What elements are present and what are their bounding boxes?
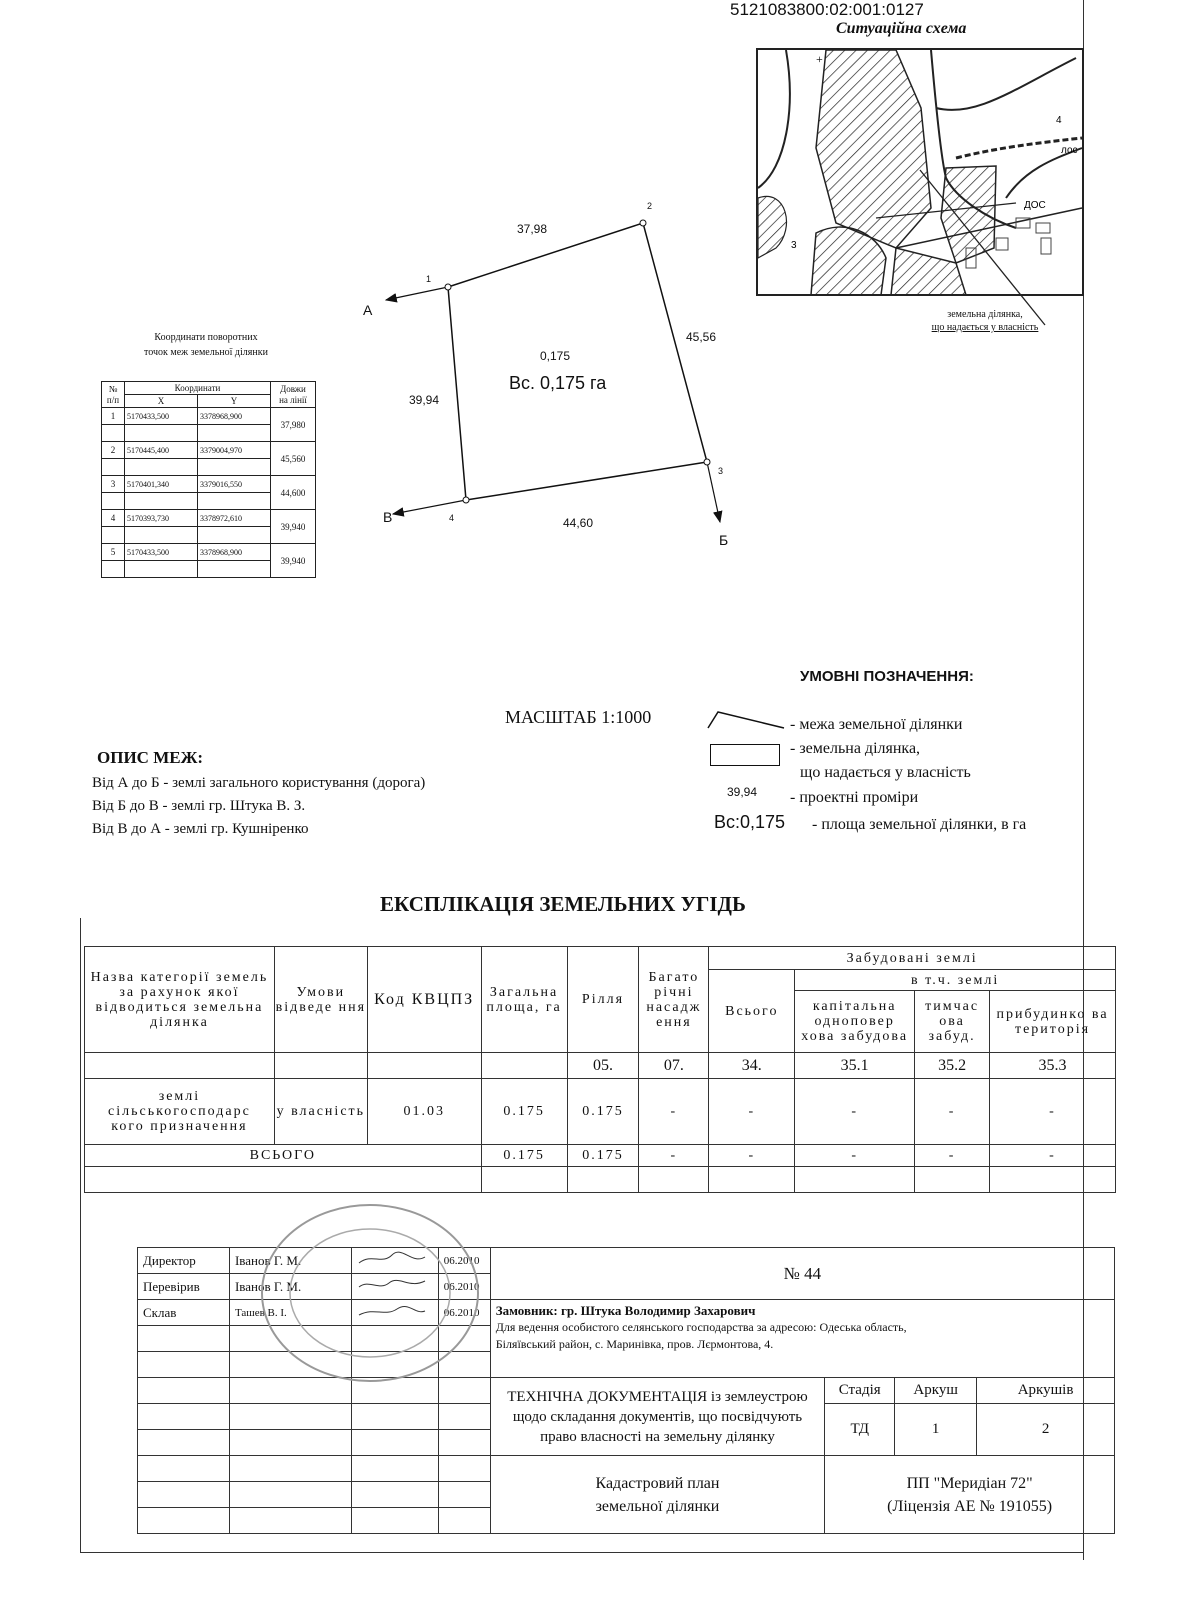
coord-len: 44,600 xyxy=(271,476,316,510)
expl-row-capital: - xyxy=(795,1079,915,1145)
border-line-v-a: Від В до А - землі гр. Кушніренко xyxy=(92,821,309,837)
legend-plot-line2: що надається у власність xyxy=(800,764,971,781)
expl-row-category: землі сільськогосподарс кого призначення xyxy=(85,1079,275,1145)
coord-row-y: 3378968,900 xyxy=(198,408,271,425)
stamp-number: № 44 xyxy=(490,1248,1114,1300)
border-line-a-b: Від А до Б - землі загального користування (дорога) xyxy=(92,775,426,791)
expl-code-35-2: 35.2 xyxy=(915,1053,990,1079)
legend-boundary: - межа земельної ділянки xyxy=(790,716,963,733)
coord-row-n: 3 xyxy=(102,476,125,493)
stamp-plan-line1: Кадастровий план xyxy=(595,1474,720,1492)
coord-len: 45,560 xyxy=(271,442,316,476)
expl-total-label: ВСЬОГО xyxy=(85,1145,482,1167)
expl-h-category: Назва категорії земель за рахунок якої відводиться земельна ділянка xyxy=(85,947,275,1053)
expl-row-code: 01.03 xyxy=(367,1079,481,1145)
legend-boundary-symbol xyxy=(706,708,786,732)
expl-h-total: Загальна площа, га xyxy=(481,947,567,1053)
expl-code-07: 07. xyxy=(639,1053,709,1079)
legend-measure: - проектні проміри xyxy=(790,789,919,806)
expl-total-perennial: - xyxy=(639,1145,709,1167)
expl-h-arable: Рілля xyxy=(567,947,639,1053)
stamp-name: Іванов Г. М. xyxy=(229,1248,351,1274)
expl-total-arable: 0.175 xyxy=(567,1145,639,1167)
stamp-organization xyxy=(825,1456,1115,1534)
coord-row-x: 5170401,340 xyxy=(125,476,198,493)
legend-measure-sample: 39,94 xyxy=(727,785,758,799)
plot-area-small: 0,175 xyxy=(540,349,571,363)
stamp-plan-title xyxy=(490,1456,825,1534)
stamp-date: 06.2010 xyxy=(438,1248,490,1274)
expl-row-conditions: у власність xyxy=(274,1079,367,1145)
stamp-doc-title: ТЕХНІЧНА ДОКУМЕНТАЦІЯ із землеустрою щодо складання документів, що посвідчують право власності на земельну ділянку xyxy=(490,1378,825,1456)
expl-total-yard: - xyxy=(990,1145,1116,1167)
stamp-role: Перевірив xyxy=(138,1274,230,1300)
expl-code-34: 34. xyxy=(709,1053,795,1079)
side-1-2: 37,98 xyxy=(517,222,548,236)
stamp-org-line1: ПП "Меридіан 72" xyxy=(906,1474,1033,1492)
situation-title: Ситуаційна схема xyxy=(836,20,967,37)
point-3-label: 3 xyxy=(718,466,724,476)
map-label-3: 3 xyxy=(791,240,797,251)
coord-row-n: 5 xyxy=(102,544,125,561)
stamp-org-line2: (Ліцензія АЕ № 191055) xyxy=(887,1497,1053,1515)
expl-row-total: 0.175 xyxy=(481,1079,567,1145)
map-label-4: 4 xyxy=(1056,115,1062,126)
expl-row-arable: 0.175 xyxy=(567,1079,639,1145)
explication-title: ЕКСПЛІКАЦІЯ ЗЕМЕЛЬНИХ УГІДЬ xyxy=(380,892,746,916)
expl-h-capital: капітальна одноповер хова забудова xyxy=(795,991,915,1053)
legend-area: - площа земельної ділянки, в га xyxy=(812,816,1027,833)
stamp-plan-line2: земельної ділянки xyxy=(595,1497,720,1515)
legend-plot-line1: - земельна ділянка, xyxy=(790,740,921,757)
stamp-role: Директор xyxy=(138,1248,230,1274)
stamp-stage: ТД xyxy=(825,1404,895,1456)
coord-row-x: 5170445,400 xyxy=(125,442,198,459)
expl-row-temporary: - xyxy=(915,1079,990,1145)
expl-row-perennial: - xyxy=(639,1079,709,1145)
coord-head-len: Довжи на лінії xyxy=(271,382,316,408)
coord-row-y: 3378968,900 xyxy=(198,544,271,561)
coord-len: 37,980 xyxy=(271,408,316,442)
frame-left-line xyxy=(80,918,81,1552)
expl-h-temporary: тимчас ова забуд. xyxy=(915,991,990,1053)
border-line-b-v: Від Б до В - землі гр. Штука В. З. xyxy=(92,798,306,814)
expl-h-conditions: Умови відведе ння xyxy=(274,947,367,1053)
table-row xyxy=(85,1079,1116,1145)
plot-boundary xyxy=(448,223,707,500)
letter-a: А xyxy=(363,302,373,318)
round-seal xyxy=(255,1198,485,1388)
legend-plot-symbol xyxy=(710,744,780,766)
coord-len: 39,940 xyxy=(271,510,316,544)
stamp-role: Склав xyxy=(138,1300,230,1326)
borders-list xyxy=(92,772,425,841)
stamp-h-sheets: Аркушів xyxy=(977,1378,1115,1404)
expl-h-yard: прибудинко ва територія xyxy=(990,991,1116,1053)
coord-head-no: № п/п xyxy=(102,382,125,408)
stamp-name: Ташев В. І. xyxy=(229,1300,351,1326)
expl-h-built: Забудовані землі xyxy=(709,947,1116,970)
coord-head-coords: Координати xyxy=(125,382,271,395)
explication-table xyxy=(84,946,1116,1193)
stamp-purpose-line2: Біляївський район, с. Маринівка, пров. Лєрмонтова, 4. xyxy=(495,1337,774,1351)
coord-row-y: 3379004,970 xyxy=(198,442,271,459)
stamp-customer: Замовник: гр. Штука Володимир Захарович xyxy=(495,1303,756,1318)
expl-code-35-3: 35.3 xyxy=(990,1053,1116,1079)
expl-row-yard: - xyxy=(990,1079,1116,1145)
expl-total-temporary: - xyxy=(915,1145,990,1167)
coordinates-table xyxy=(101,381,316,578)
stamp-sheet: 1 xyxy=(895,1404,977,1456)
point-4-label: 4 xyxy=(449,513,455,523)
callout-line2: що надається у власність xyxy=(931,322,1039,333)
expl-total-total: 0.175 xyxy=(481,1145,567,1167)
coordinates-title-line2: точок меж земельної ділянки xyxy=(144,347,268,358)
coord-row-x: 5170433,500 xyxy=(125,544,198,561)
coord-head-y: Y xyxy=(198,395,271,408)
situation-callout xyxy=(880,308,1090,334)
expl-code-35-1: 35.1 xyxy=(795,1053,915,1079)
legend-area-sample: Вс:0,175 xyxy=(714,812,786,832)
coord-row-x: 5170393,730 xyxy=(125,510,198,527)
side-2-3: 45,56 xyxy=(686,330,717,344)
coord-len: 39,940 xyxy=(271,544,316,578)
expl-total-capital: - xyxy=(795,1145,915,1167)
point-2-label: 2 xyxy=(647,201,653,211)
map-label-los: лос xyxy=(1061,145,1078,156)
frame-bottom-line xyxy=(80,1552,1084,1553)
expl-total-all: - xyxy=(709,1145,795,1167)
stamp-h-stage: Стадія xyxy=(825,1378,895,1404)
coord-row-n: 4 xyxy=(102,510,125,527)
expl-h-code: Код КВЦПЗ xyxy=(367,947,481,1053)
expl-code-05: 05. xyxy=(567,1053,639,1079)
coord-row-n: 2 xyxy=(102,442,125,459)
stamp-sheets: 2 xyxy=(977,1404,1115,1456)
stamp-date: 06.2010 xyxy=(438,1274,490,1300)
stamp-name: Іванов Г. М. xyxy=(229,1274,351,1300)
legend-title: УМОВНІ ПОЗНАЧЕННЯ: xyxy=(800,668,974,685)
expl-h-perennial: Багато річні насадж ення xyxy=(639,947,709,1053)
coord-head-x: X xyxy=(125,395,198,408)
borders-title: ОПИС МЕЖ: xyxy=(97,748,204,767)
stamp-purpose-line1: Для ведення особистого селянського господарства за адресою: Одеська область, xyxy=(495,1320,907,1334)
map-label-dos: ДОС xyxy=(1024,200,1046,211)
callout-line1: земельна ділянка, xyxy=(947,309,1023,320)
table-row-total xyxy=(85,1145,1116,1167)
stamp-h-sheet: Аркуш xyxy=(895,1378,977,1404)
letter-v: В xyxy=(383,509,393,525)
coord-row-x: 5170433,500 xyxy=(125,408,198,425)
coord-row-y: 3378972,610 xyxy=(198,510,271,527)
point-1-label: 1 xyxy=(426,274,432,284)
coord-row-n: 1 xyxy=(102,408,125,425)
coord-row-y: 3379016,550 xyxy=(198,476,271,493)
scale-label: МАСШТАБ 1:1000 xyxy=(505,707,652,727)
cadastral-number: 5121083800:02:001:0127 xyxy=(730,0,924,19)
svg-text:+: + xyxy=(816,52,823,66)
expl-h-all: Всього xyxy=(709,970,795,1053)
expl-h-incl: в т.ч. землі xyxy=(795,970,1116,991)
coordinates-title xyxy=(106,330,306,360)
expl-row-all: - xyxy=(709,1079,795,1145)
letter-b: Б xyxy=(719,532,729,548)
stamp-date: 06.2010 xyxy=(438,1300,490,1326)
side-4-1: 39,94 xyxy=(409,393,440,407)
side-3-4: 44,60 xyxy=(563,516,594,530)
callout-leader xyxy=(900,150,1060,330)
coordinates-title-line1: Координати поворотних xyxy=(154,332,258,343)
plot-area-label: Вс. 0,175 га xyxy=(509,373,607,393)
